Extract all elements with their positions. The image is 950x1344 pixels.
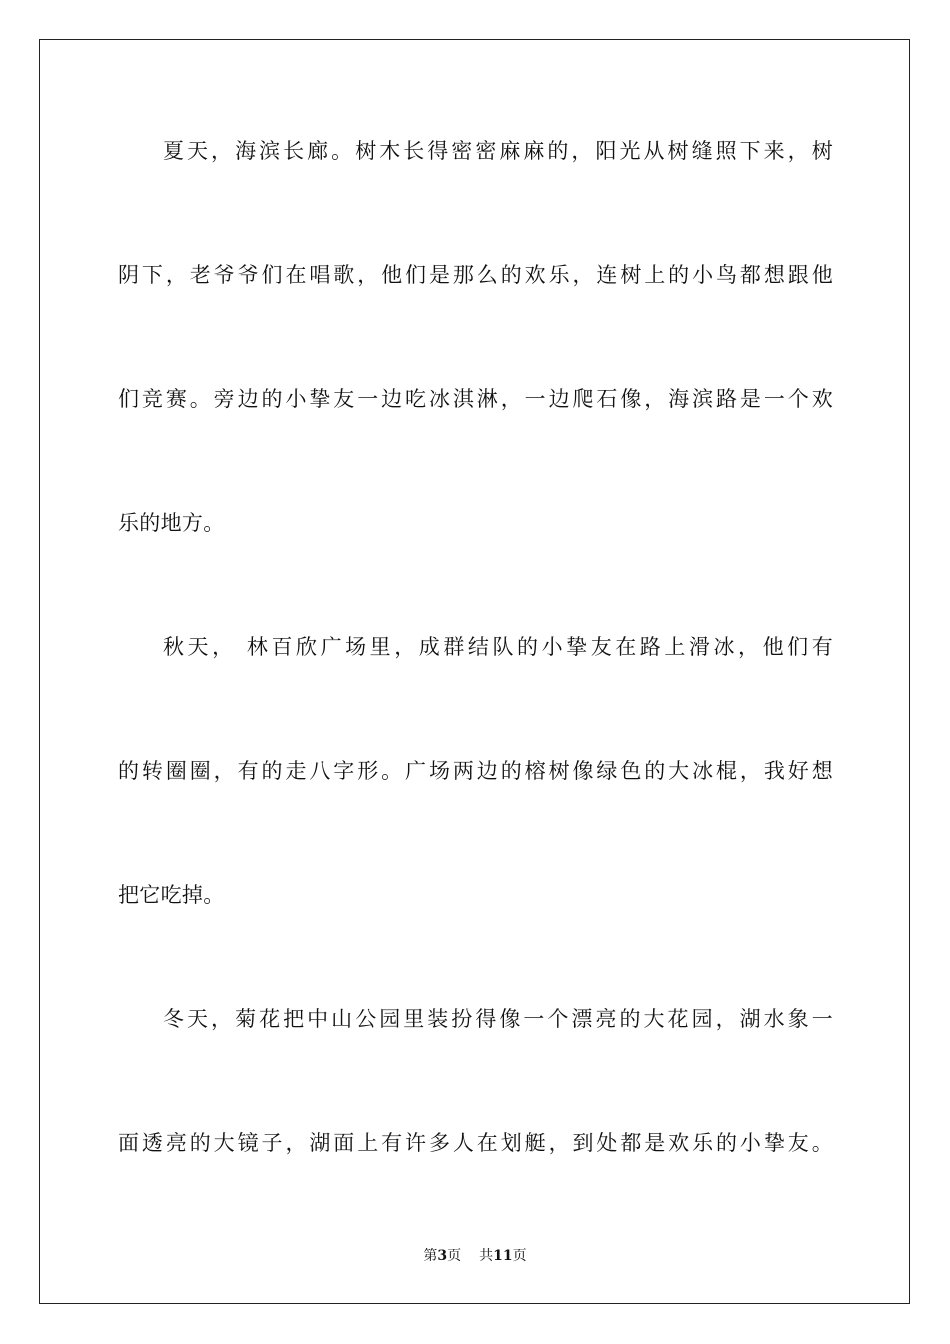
footer-page-number: 3 xyxy=(437,1248,448,1264)
paragraph-winter-line-1: 冬天，菊花把中山公园里装扮得像一个漂亮的大花园，湖水象一 xyxy=(163,1007,833,1031)
paragraph-summary-line-4: 乐的地方。 xyxy=(118,511,225,535)
footer-total-suffix: 页 xyxy=(512,1248,527,1264)
page-border xyxy=(39,39,910,1304)
paragraph-summary-line-3: 们竞赛。旁边的小挚友一边吃冰淇淋，一边爬石像，海滨路是一个欢 xyxy=(118,387,833,411)
paragraph-summary-line-2: 阴下，老爷爷们在唱歌，他们是那么的欢乐，连树上的小鸟都想跟他 xyxy=(118,263,833,287)
paragraph-summary-line-1: 夏天，海滨长廊。树木长得密密麻麻的，阳光从树缝照下来，树 xyxy=(163,139,833,163)
footer-total-pages: 11 xyxy=(493,1248,513,1264)
page-footer xyxy=(0,1246,950,1266)
footer-page-suffix: 页 xyxy=(447,1248,462,1264)
paragraph-autumn-line-1: 秋天， 林百欣广场里，成群结队的小挚友在路上滑冰，他们有 xyxy=(163,635,833,659)
footer-total-prefix: 共 xyxy=(479,1248,494,1264)
paragraph-autumn-line-2: 的转圈圈，有的走八字形。广场两边的榕树像绿色的大冰棍，我好想 xyxy=(118,759,833,783)
paragraph-winter-line-2: 面透亮的大镜子，湖面上有许多人在划艇，到处都是欢乐的小挚友。 xyxy=(118,1131,833,1155)
footer-page-prefix: 第 xyxy=(423,1248,438,1264)
paragraph-autumn-line-3: 把它吃掉。 xyxy=(118,883,225,907)
